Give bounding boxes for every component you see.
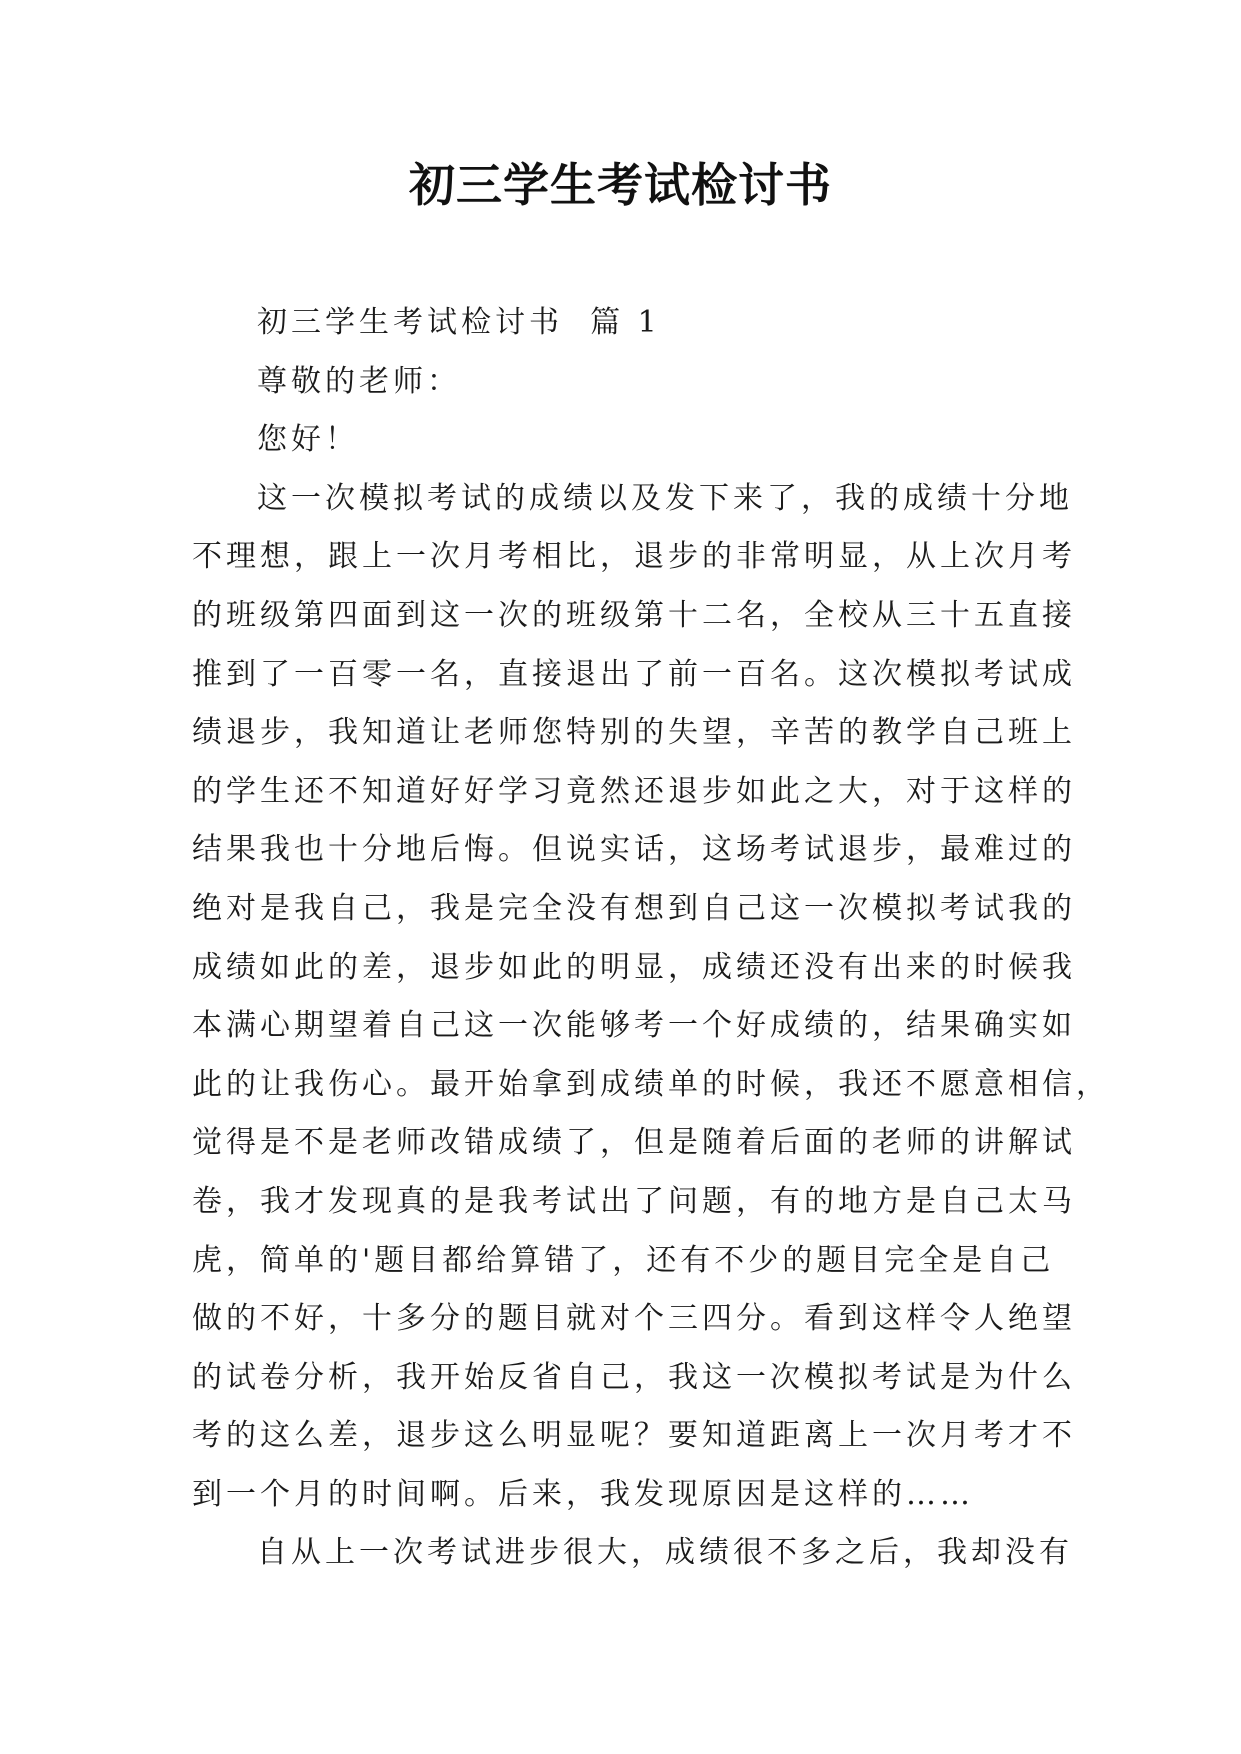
paragraph-line: 卷，我才发现真的是我考试出了问题，有的地方是自己太马 [192,1183,1076,1219]
paragraph-line: 本满心期望着自己这一次能够考一个好成绩的，结果确实如 [192,1008,1076,1044]
paragraph-line: 觉得是不是老师改错成绩了，但是随着后面的老师的讲解试 [192,1125,1076,1161]
paragraph-line: 推到了一百零一名，直接退出了前一百名。这次模拟考试成 [192,656,1076,692]
paragraph-1 [192,470,1110,1525]
salutation: 尊敬的老师： [257,363,461,399]
greeting: 您好！ [257,422,359,458]
paragraph-line: 此的让我伤心。最开始拿到成绩单的时候，我还不愿意相信， [192,1066,1110,1102]
paragraph-line: 的试卷分析，我开始反省自己，我这一次模拟考试是为什么 [192,1359,1076,1395]
paragraph-line: 做的不好，十多分的题目就对个三四分。看到这样令人绝望 [192,1301,1076,1337]
paragraph-line: 结果我也十分地后悔。但说实话，这场考试退步，最难过的 [192,832,1076,868]
paragraph-2 [192,1524,1073,1583]
paragraph-line: 虎，简单的'题目都给算错了，还有不少的题目完全是自己 [192,1242,1055,1278]
document-body [192,294,1110,1583]
paragraph-line: 自从上一次考试进步很大，成绩很不多之后，我却没有 [257,1535,1073,1571]
document-title: 初三学生考试检讨书 [409,158,832,212]
subheading: 初三学生考试检讨书 篇 1 [257,305,661,340]
paragraph-line: 绝对是我自己，我是完全没有想到自己这一次模拟考试我的 [192,890,1076,926]
paragraph-line: 到一个月的时间啊。后来，我发现原因是这样的…… [192,1476,974,1512]
paragraph-line: 不理想，跟上一次月考相比，退步的非常明显，从上次月考 [192,539,1076,575]
paragraph-line: 绩退步，我知道让老师您特别的失望，辛苦的教学自己班上 [192,715,1076,751]
paragraph-line: 的班级第四面到这一次的班级第十二名，全校从三十五直接 [192,597,1076,633]
paragraph-line: 的学生还不知道好好学习竟然还退步如此之大，对于这样的 [192,773,1076,809]
paragraph-line: 这一次模拟考试的成绩以及发下来了，我的成绩十分地 [257,480,1073,516]
paragraph-line: 成绩如此的差，退步如此的明显，成绩还没有出来的时候我 [192,949,1076,985]
paragraph-line: 考的这么差，退步这么明显呢？要知道距离上一次月考才不 [192,1418,1076,1454]
